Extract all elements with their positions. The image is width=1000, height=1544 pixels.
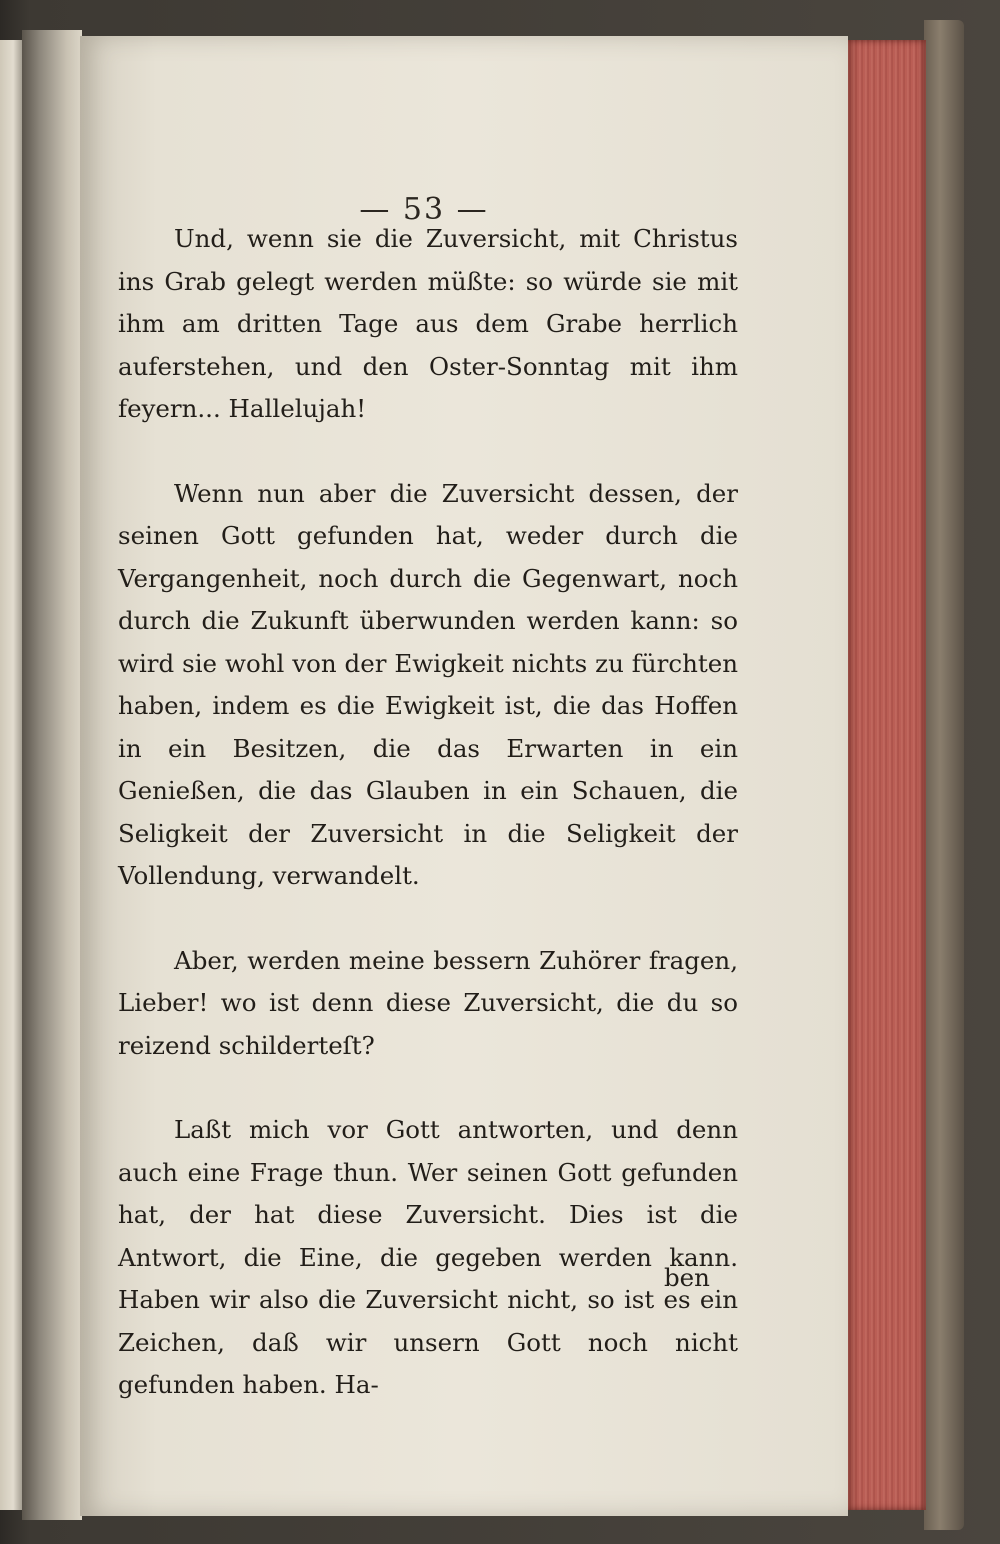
left-page-edge [0, 40, 22, 1510]
catchword: ben [664, 1263, 710, 1292]
book-gutter [22, 30, 82, 1520]
paragraph-2: Wenn nun aber die Zuversicht dessen, der seinen Gott gefunden hat, weder durch die Vergangenheit, noch durch die Gegenwart, noch durch die Zukunft überwunden werden kann: so wird sie wohl von der Ewigkeit nichts zu fürchten haben, indem es die Ewigkeit ist, die das Hoffen in ein Besitzen, die das Erwarten in ein Genießen, die das Glauben in ein Schauen, die Seligkeit der Zuversicht in die Seligkeit der Vollendung, verwandelt. [118, 478, 738, 890]
page-number: — 53 — [359, 192, 489, 227]
book-cover-edge [924, 20, 964, 1530]
paragraph-4: Laßt mich vor Gott antworten, und denn auch eine Frage thun. Wer seinen Gott gefunden hat, der hat diese Zuversicht. Dies ist die Antwort, die Eine, die gegeben werden kann. Haben wir also die Zuversicht nicht, so ist es ein Zeichen, daß wir unsern Gott noch nicht gefunden haben. Ha- [118, 1115, 738, 1399]
page-block-edges [846, 40, 926, 1510]
body-text [118, 218, 738, 1449]
paragraph-1: Und, wenn sie die Zuversicht, mit Christus ins Grab gelegt werden müßte: so würde sie mit ihm am dritten Tage aus dem Grabe herrlich auferstehen, und den Oster-Sonntag mit ihm feyern... Hallelujah! [118, 224, 738, 423]
paragraph-3: Aber, werden meine bessern Zuhörer fragen, Lieber! wo ist denn diese Zuversicht, die du so reizend schilderteſt? [118, 945, 738, 1060]
